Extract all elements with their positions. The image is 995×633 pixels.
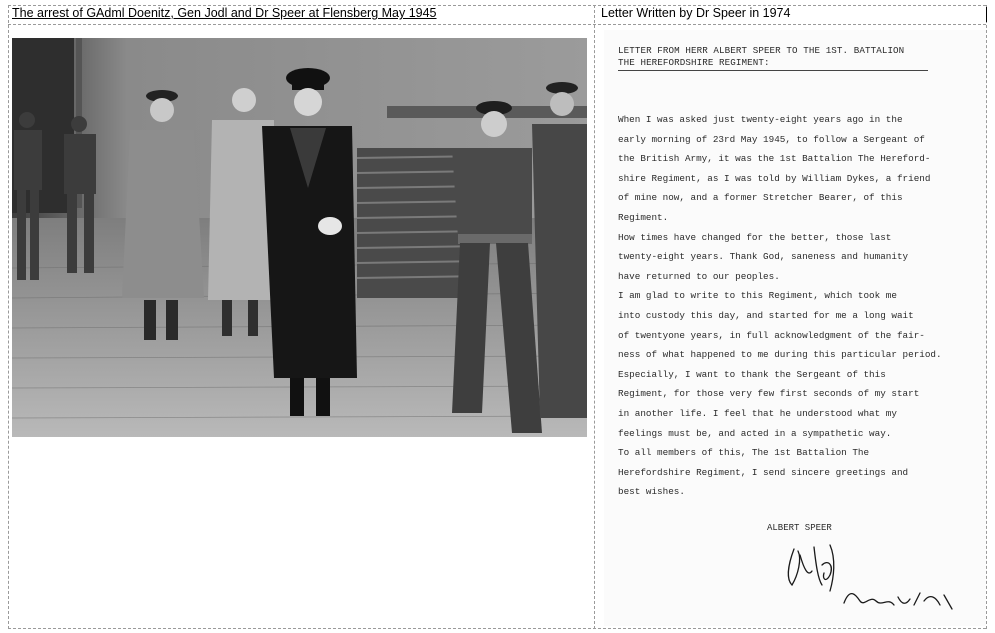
letter-line: twenty-eight years. Thank God, saneness and humanity — [618, 251, 909, 263]
letter-caption: Letter Written by Dr Speer in 1974 — [601, 6, 791, 20]
letter-line: in another life. I feel that he understood what my — [618, 407, 897, 419]
letter-body — [618, 110, 982, 502]
letter-line: best wishes. — [618, 486, 685, 498]
figure-speer — [208, 88, 274, 336]
heading-underline — [618, 70, 928, 71]
letter-line: How times have changed for the better, those last — [618, 231, 892, 243]
handwritten-signature — [764, 535, 964, 625]
letter-heading-line-2: THE HEREFORDSHIRE REGIMENT: — [618, 56, 770, 68]
letter-line: Regiment, for those very few first seconds of my start — [618, 388, 920, 400]
letter-line: When I was asked just twenty-eight years ago in the — [618, 114, 903, 125]
letter-line: Herefordshire Regiment, I send sincere greetings and — [618, 466, 909, 478]
letter-line: into custody this day, and started for me a long wait — [618, 309, 914, 321]
letter-line: the British Army, it was the 1st Battalion The Hereford- — [618, 153, 931, 165]
letter-heading — [618, 45, 904, 68]
letter-line: feelings must be, and acted in a sympathetic way. — [618, 427, 892, 439]
letter-line: ness of what happened to me during this particular period. — [618, 349, 942, 361]
letter-line: of mine now, and a former Stretcher Bearer, of this — [618, 192, 903, 204]
letter-line: of twentyone years, in full acknowledgment of the fair- — [618, 329, 925, 341]
letter-line: shire Regiment, as I was told by William Dykes, a friend — [618, 172, 931, 184]
letter-line: I am glad to write to this Regiment, which took me — [618, 290, 897, 302]
text-cursor — [986, 7, 987, 22]
photo-caption: The arrest of GAdml Doenitz, Gen Jodl and Dr Speer at Flensberg May 1945 — [12, 6, 437, 20]
speer-letter[interactable] — [604, 30, 986, 626]
table-right-border — [986, 5, 987, 629]
table-column-divider — [594, 5, 595, 629]
table-row-divider — [8, 24, 986, 25]
letter-line: early morning of 23rd May 1945, to follow a Sergeant of — [618, 133, 925, 145]
table-left-border — [8, 5, 9, 629]
letter-line: Regiment. — [618, 211, 669, 223]
table-bottom-border — [8, 628, 986, 629]
letter-line: Especially, I want to thank the Sergeant of this — [618, 368, 886, 380]
letter-heading-line-1: LETTER FROM HERR ALBERT SPEER TO THE 1ST. BATTALION — [618, 45, 905, 56]
letter-line: have returned to our peoples. — [618, 270, 780, 282]
figure-soldier-right — [532, 82, 587, 418]
letter-line: To all members of this, The 1st Battalion The — [618, 447, 870, 459]
arrest-photograph[interactable] — [12, 38, 587, 437]
signatory-name: ALBERT SPEER — [767, 523, 832, 533]
